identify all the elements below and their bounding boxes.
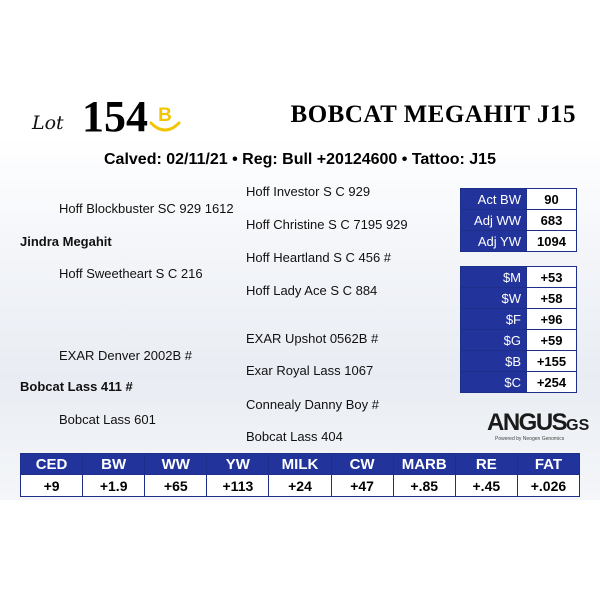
registration-info: Calved: 02/11/21 • Reg: Bull +20124600 • Tattoo: J15 — [104, 151, 496, 168]
pedigree-sire-sire-dam: Hoff Christine S C 7195 929 — [246, 217, 408, 232]
epd-value: +.026 — [517, 475, 579, 497]
index-label: $C — [461, 372, 527, 393]
pedigree-dam-dam-dam: Bobcat Lass 404 — [246, 429, 343, 444]
index-row — [461, 267, 577, 288]
epd-header: RE — [455, 454, 517, 475]
index-label: $M — [461, 267, 527, 288]
index-row — [461, 330, 577, 351]
index-row — [461, 372, 577, 393]
b-badge-icon — [147, 103, 183, 133]
animal-name: BOBCAT MEGAHIT J15 — [290, 101, 576, 128]
weight-label: Act BW — [461, 189, 527, 210]
index-value: +59 — [527, 330, 577, 351]
pedigree-sire-sire: Hoff Blockbuster SC 929 1612 — [59, 201, 234, 216]
epd-header: YW — [207, 454, 269, 475]
pedigree-sire: Jindra Megahit — [20, 234, 112, 249]
angus-gs-logo — [487, 409, 590, 447]
epd-header: MARB — [393, 454, 455, 475]
pedigree-dam: Bobcat Lass 411 # — [20, 379, 133, 394]
pedigree-dam-dam: Bobcat Lass 601 — [59, 412, 156, 427]
pedigree-dam-dam-sire: Connealy Danny Boy # — [246, 397, 379, 412]
epd-header: CED — [21, 454, 83, 475]
epd-value: +.85 — [393, 475, 455, 497]
index-label: $G — [461, 330, 527, 351]
index-value: +254 — [527, 372, 577, 393]
index-value: +155 — [527, 351, 577, 372]
epd-value: +47 — [331, 475, 393, 497]
pedigree-sire-dam-dam: Hoff Lady Ace S C 884 — [246, 283, 378, 298]
weight-label: Adj WW — [461, 210, 527, 231]
index-label: $W — [461, 288, 527, 309]
pedigree-sire-dam-sire: Hoff Heartland S C 456 # — [246, 250, 392, 265]
pedigree-dam-sire: EXAR Denver 2002B # — [59, 348, 192, 363]
epd-header: WW — [145, 454, 207, 475]
index-value: +58 — [527, 288, 577, 309]
weight-label: Adj YW — [461, 231, 527, 252]
pedigree-sire-dam: Hoff Sweetheart S C 216 — [59, 266, 203, 281]
epd-value: +113 — [207, 475, 269, 497]
lot-label: Lot — [32, 112, 64, 134]
epd-header-row — [21, 454, 580, 475]
weight-value: 1094 — [527, 231, 577, 252]
epd-header: BW — [83, 454, 145, 475]
epd-table — [20, 453, 580, 497]
logo-word: ANGUS — [487, 409, 567, 436]
epd-header: FAT — [517, 454, 579, 475]
weight-row — [461, 231, 577, 252]
index-label: $F — [461, 309, 527, 330]
index-label: $B — [461, 351, 527, 372]
epd-value: +24 — [269, 475, 331, 497]
epd-header: MILK — [269, 454, 331, 475]
weights-table — [460, 188, 577, 252]
pedigree-dam-sire-dam: Exar Royal Lass 1067 — [246, 363, 374, 378]
logo-suffix: GS — [566, 417, 590, 434]
epd-value-row — [21, 475, 580, 497]
index-row — [461, 288, 577, 309]
index-value: +96 — [527, 309, 577, 330]
pedigree-dam-sire-sire: EXAR Upshot 0562B # — [246, 331, 379, 346]
weight-value: 683 — [527, 210, 577, 231]
weight-value: 90 — [527, 189, 577, 210]
pedigree-sire-sire-sire: Hoff Investor S C 929 — [246, 184, 371, 199]
lot-number: 154 — [82, 92, 148, 141]
epd-header: CW — [331, 454, 393, 475]
epd-value: +9 — [21, 475, 83, 497]
index-table — [460, 266, 577, 393]
epd-value: +65 — [145, 475, 207, 497]
epd-value: +1.9 — [83, 475, 145, 497]
epd-value: +.45 — [455, 475, 517, 497]
index-row — [461, 351, 577, 372]
weight-row — [461, 189, 577, 210]
index-value: +53 — [527, 267, 577, 288]
logo-tagline: Powered by Neogen Genomics — [495, 436, 565, 442]
index-row — [461, 309, 577, 330]
badge-letter: B — [158, 105, 172, 126]
weight-row — [461, 210, 577, 231]
